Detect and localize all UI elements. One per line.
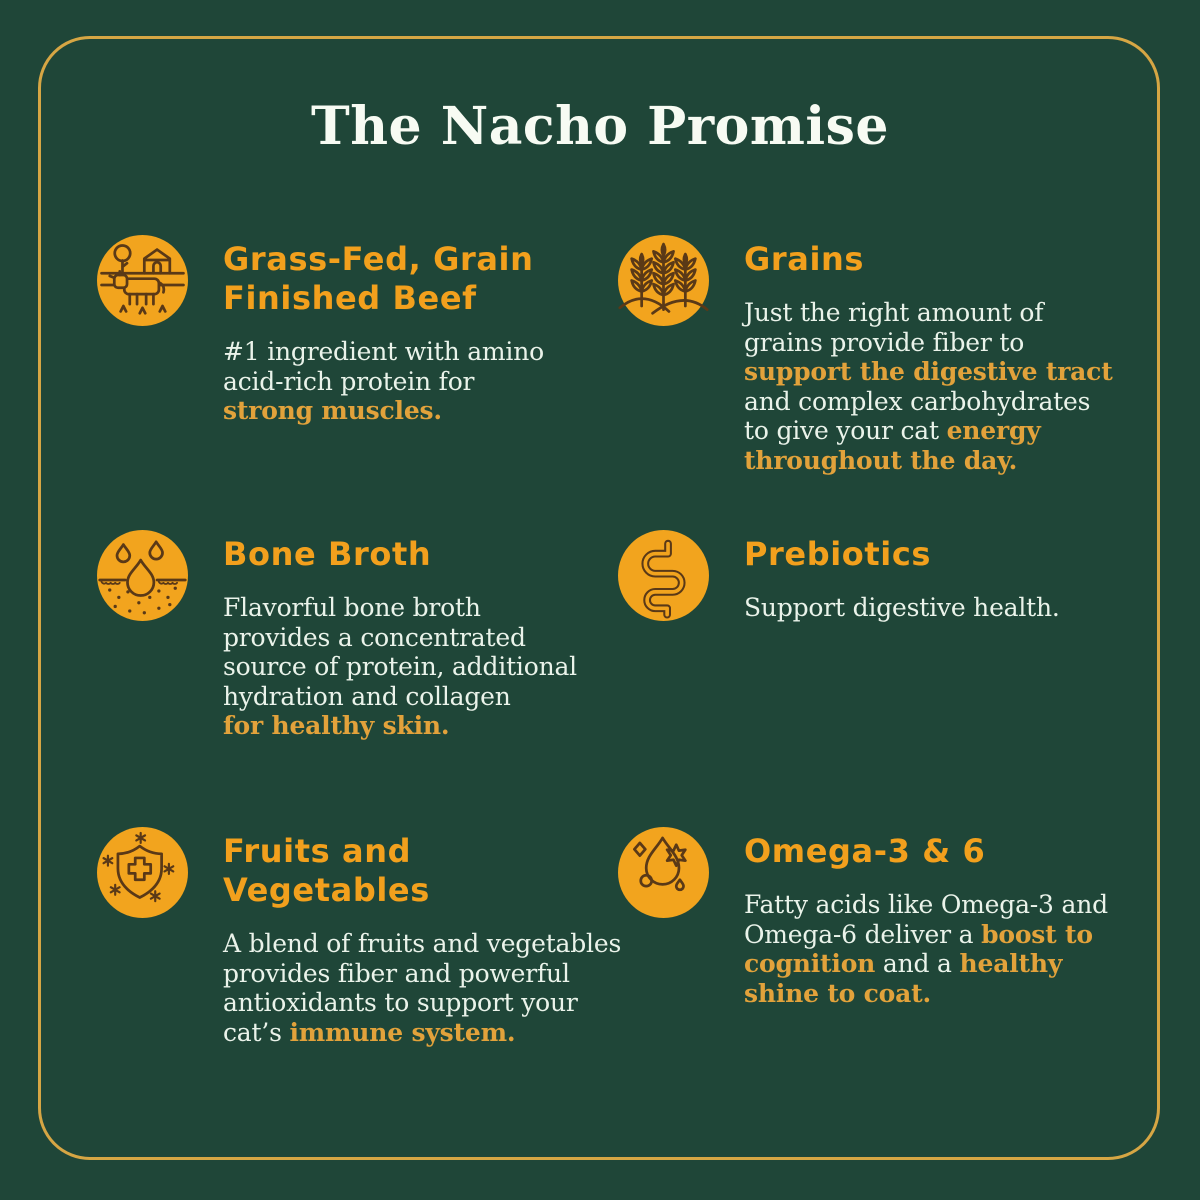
- feature-content: [223, 235, 578, 426]
- text-segment: provides fiber and powerful: [223, 958, 570, 988]
- feature-omega-3-6: [618, 827, 1163, 1047]
- text-segment-highlight: boost to: [981, 919, 1093, 949]
- feature-content: [744, 530, 1060, 623]
- feature-title: Fruits and Vegetables: [223, 832, 430, 909]
- feature-title: Grass-Fed, Grain Finished Beef: [223, 240, 534, 317]
- text-segment-highlight: support the digestive tract: [744, 357, 1113, 386]
- text-segment: source of protein, additional: [223, 652, 577, 681]
- feature-description: [744, 593, 1060, 623]
- feature-description: [223, 337, 578, 426]
- text-segment: to give your cat: [744, 416, 947, 445]
- text-segment-highlight: for healthy skin.: [223, 711, 450, 740]
- wheat-icon: [618, 235, 709, 326]
- text-segment-highlight: strong muscles.: [223, 396, 442, 425]
- text-segment: acid-rich protein for: [223, 366, 475, 396]
- feature-title: Bone Broth: [223, 535, 432, 573]
- text-segment: Fatty acids like Omega-3 and: [744, 890, 1108, 919]
- feature-grass-fed-beef: [97, 235, 618, 530]
- page-title: The Nacho Promise: [311, 96, 889, 157]
- feature-grid: [97, 235, 1163, 1047]
- farm-cow-icon: [97, 235, 188, 326]
- intestine-icon: [618, 530, 709, 621]
- text-segment: #1 ingredient with amino: [223, 337, 544, 366]
- text-segment-highlight: throughout the day.: [744, 445, 1018, 475]
- text-segment: Just the right amount of: [744, 298, 1044, 327]
- feature-description: [744, 298, 1113, 475]
- droplet-star-icon: [618, 827, 709, 918]
- text-segment-highlight: cognition: [744, 949, 876, 978]
- text-segment-highlight: energy: [946, 416, 1041, 445]
- text-segment-highlight: shine to coat.: [744, 978, 932, 1008]
- feature-title: Omega-3 & 6: [744, 832, 986, 870]
- text-segment: and a: [875, 949, 960, 978]
- text-segment: Support digestive health.: [744, 593, 1060, 622]
- text-segment: cat’s: [223, 1017, 290, 1047]
- feature-description: [223, 929, 621, 1047]
- feature-description: [223, 593, 577, 741]
- feature-bone-broth: [97, 530, 618, 827]
- text-segment: antioxidants to support your: [223, 988, 578, 1017]
- broth-droplets-icon: [97, 530, 188, 621]
- text-segment-highlight: immune system.: [289, 1017, 516, 1047]
- feature-content: [223, 530, 577, 741]
- feature-content: [744, 235, 1113, 475]
- text-segment: and complex carbohydrates: [744, 386, 1091, 416]
- text-segment: Omega-6 deliver a: [744, 919, 982, 949]
- feature-title: Grains: [744, 240, 865, 278]
- text-segment: grains provide fiber to: [744, 327, 1025, 357]
- shield-cross-icon: [97, 827, 188, 918]
- feature-content: [744, 827, 1108, 1008]
- text-segment: provides a concentrated: [223, 622, 526, 652]
- feature-grains: [618, 235, 1163, 530]
- feature-fruits-vegetables: [97, 827, 622, 1047]
- feature-title: Prebiotics: [744, 535, 932, 573]
- text-segment: hydration and collagen: [223, 681, 511, 711]
- text-segment: Flavorful bone broth: [223, 593, 481, 622]
- text-segment: A blend of fruits and vegetables: [223, 929, 622, 958]
- feature-description: [744, 890, 1108, 1008]
- text-segment-highlight: healthy: [959, 949, 1063, 978]
- feature-content: [223, 827, 621, 1047]
- feature-prebiotics: [618, 530, 1163, 827]
